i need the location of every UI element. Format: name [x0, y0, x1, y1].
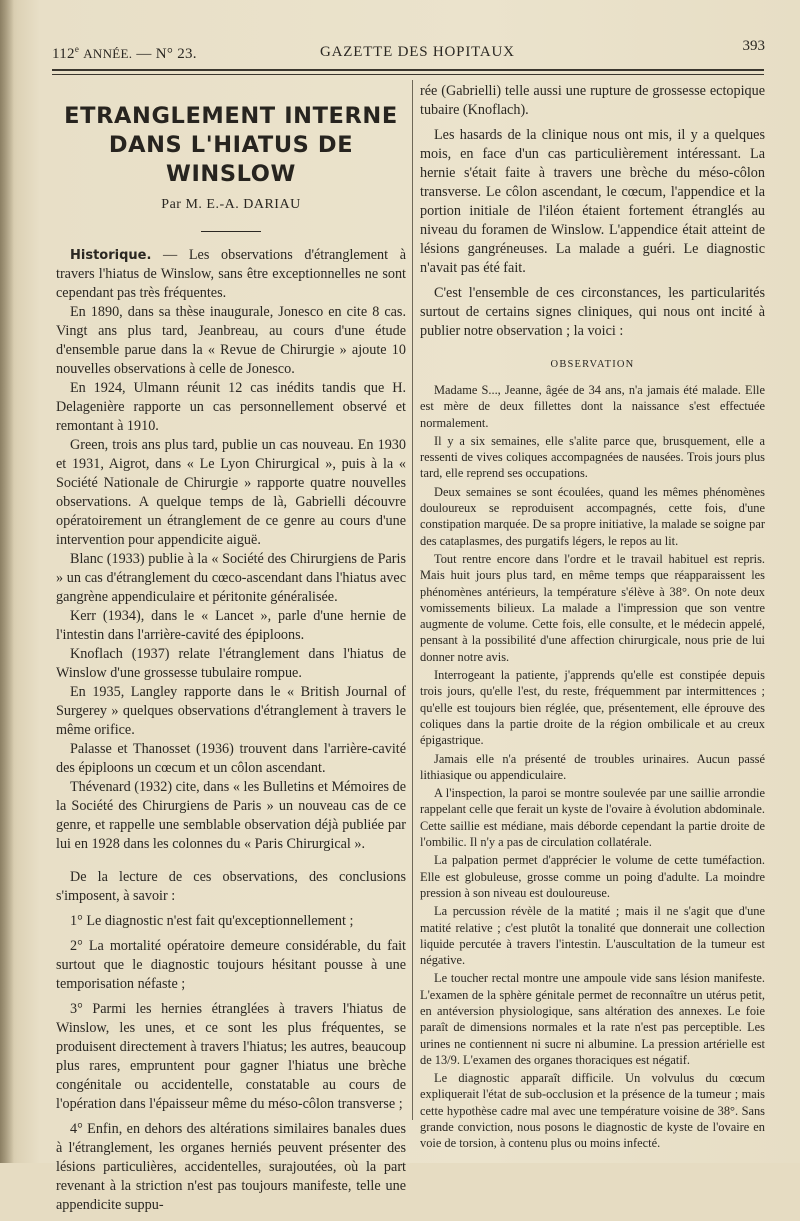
section-lead: Historique. [70, 248, 152, 263]
observation-paragraph: Le toucher rectal montre une ampoule vide sans lésion manifeste. L'examen de la sphère génitale permet de reconnaître un utérus petit, en antéversion physiologique, sans altération des annexes. Le foie paraît de dimensions normales et la rate n'est pas perceptible. Les urines ne contiennent ni sucre ni albumine. La pression artérielle est de 13/9. L'examen des organes thoraciques est négatif. [420, 971, 765, 1067]
history-paragraph [56, 683, 406, 740]
history-paragraph [56, 778, 406, 854]
conclusion-item: 1° Le diagnostic n'est fait qu'exceptionnellement ; [70, 913, 354, 929]
conclusion-item: 4° Enfin, en dehors des altérations similaires banales dues à l'étranglement, les organes herniés peuvent présenter des lésions particulières, accidentelles, surajoutées, où la part revenant à la striction n'est pas toujours manifeste, telle une appendicite suppu- [56, 1121, 406, 1213]
observation-paragraph: Le diagnostic apparaît difficile. Un volvulus du cœcum expliquerait l'état de sub-occlusion et la présence de la tumeur ; mais cette hypothèse cadre mal avec une température voisine de 38°. Sans grande conviction, nous posons le diagnostic de kyste de l'ovaire en voie de torsion, à contenu plus ou moins infecté. [420, 1071, 765, 1151]
paragraph-text: En 1890, dans sa thèse inaugurale, Jonesco en cite 8 cas. Vingt ans plus tard, Jeanbreau, au cours d'une étude d'ensemble parue dans la « Revue de Chirurgie » ajoute 10 nouvelles observations à celle de Jonesco. [56, 304, 406, 377]
conclusions-intro: De la lecture de ces observations, des conclusions s'imposent, à savoir : [56, 869, 406, 904]
observation-paragraph: Interrogeant la patiente, j'apprends qu'elle est constipée depuis trois jours, qu'elle l'est, du reste, fréquemment par intermittences ; qu'elle est toujours bien réglée, que, présentement, elle éprouve des coliques dans la partie droite de la région ombilicale et au creux épigastrique. [420, 668, 765, 748]
observation-paragraph: La palpation permet d'apprécier le volume de cette tuméfaction. Elle est globuleuse, grosse comme un poing d'adulte. La moindre pression à son niveau est douloureuse. [420, 853, 765, 900]
history-section [56, 246, 406, 854]
paragraph-text: Green, trois ans plus tard, publie un cas nouveau. En 1930 et 1931, Aigrot, dans « Le Lyon Chirurgical », puis à la « Société Nationale de Chirurgie » rapporte quatre nouvelles observations. A quelque temps de là, Gabrielli découvre opératoirement un étranglement de ce genre au cours d'une intervention pour appendicite aiguë. [56, 437, 406, 548]
paragraph-text: En 1924, Ulmann réunit 12 cas inédits tandis que H. Delagenière rapporte un cas personnellement observé et remontant à 1910. [56, 380, 406, 434]
column-divider [412, 80, 413, 1120]
article-title: ETRANGLEMENT INTERNE DANS L'HIATUS DE WINSLOW [64, 103, 398, 187]
observation-paragraph: Deux semaines se sont écoulées, quand les mêmes phénomènes douloureux se reproduisent accompagnés, cette fois, d'une constipation marquée. De sa propre initiative, la malade se soigne par des cataplasmes, des purgatifs légers, le repos au lit. [420, 484, 765, 548]
intro-paragraph: rée (Gabrielli) telle aussi une rupture de grossesse ectopique tubaire (Knoflach). [420, 83, 765, 118]
observation-paragraph: Il y a six semaines, elle s'alite parce que, brusquement, elle a ressenti de vives coliques accompagnées de nausées. Trois jours plus tard, elle reprend ses occupations. [420, 433, 765, 481]
paragraph-text: Knoflach (1937) relate l'étranglement dans l'hiatus de Winslow d'une grossesse tubulaire rompue. [56, 646, 406, 681]
history-paragraph [56, 303, 406, 379]
observation-paragraph: La percussion révèle de la matité ; mais il ne s'agit que d'une matité relative ; c'est plutôt la tonalité que donnerait une collection liquide percutée à travers l'intestin. L'auscultation de la tumeur est négative. [420, 904, 765, 968]
history-paragraph [56, 379, 406, 436]
observation-paragraph: A l'inspection, la paroi se montre soulevée par une saillie arrondie rappelant celle que ferait un kyste de l'ovaire à évolution abdominale. Cette saillie est médiane, mais déborde cependant la partie droite de l'ombilic. Il n'y a pas de circulation collatérale. [420, 786, 765, 850]
intro-paragraph: C'est l'ensemble de ces circonstances, les particularités surtout de certains signes cliniques, qui nous ont incité à publier notre observation ; la voici : [420, 285, 765, 339]
paragraph-text: Thévenard (1932) cite, dans « les Bulletins et Mémoires de la Société des Chirurgiens de Paris » un nouveau cas de ce genre, et rappelle une semblable observation déjà publiée par lui en 1928 dans les colonnes du « Paris Chirurgical ». [56, 779, 406, 852]
observation-section [420, 382, 765, 1152]
paragraph-text: Blanc (1933) publie à la « Société des Chirurgiens de Paris » un cas d'étranglement du cœco-ascendant dans l'hiatus avec gangrène appendiculaire et péritonite généralisée. [56, 551, 406, 605]
right-intro [420, 82, 765, 341]
history-paragraph [56, 607, 406, 645]
history-paragraph [56, 645, 406, 683]
section-heading: OBSERVATION [550, 359, 635, 370]
observation-paragraph: Madame S..., Jeanne, âgée de 34 ans, n'a jamais été malade. Elle est mère de deux fillettes dont la naissance s'est effectuée normalement. [420, 383, 765, 430]
conclusion-item: 2° La mortalité opératoire demeure considérable, du fait surtout que le diagnostic toujours hésitant pousse à une temporisation néfaste ; [56, 938, 406, 992]
conclusions-list [56, 912, 406, 1215]
history-paragraph [56, 246, 406, 303]
running-header [50, 38, 765, 66]
paragraph-text: Palasse et Thanosset (1936) trouvent dans l'arrière-cavité des épiploons un cœcum et un côlon ascendant. [56, 741, 406, 776]
conclusion-item: 3° Parmi les hernies étranglées à travers l'hiatus de Winslow, les unes, et ce sont les plus fréquentes, se produisent directement à travers l'hiatus; les autres, beaucoup plus rares, empruntent pour gagner l'hiatus une brèche congénitale ou accidentelle, constatable au cours de l'opération dans l'épaisseur même du méso-côlon transverse ; [56, 1001, 406, 1112]
history-paragraph [56, 550, 406, 607]
observation-paragraph: Tout rentre encore dans l'ordre et le travail habituel est repris. Mais huit jours plus tard, en même temps que réapparaissent les phénomènes antérieurs, la température s'élève à 38°. On note deux vomissements bilieux. La malade a l'impression que son ventre augmente de volume. Cette fois, elle consulte, et le médecin appelé, pensant à la possibilité d'une affection chirurgicale, nous prie de lui donner notre avis. [420, 551, 765, 664]
byline-rule [201, 231, 261, 232]
issue-info: 112e ANNÉE. — N° 23. [52, 44, 197, 62]
page-number: 393 [742, 38, 765, 54]
left-column [56, 82, 406, 1221]
paragraph-text: — Les observations d'étranglement à travers l'hiatus de Winslow, sans être exceptionnelles ne sont cependant pas très fréquentes. [56, 247, 406, 301]
header-rule-thick [52, 69, 764, 71]
paragraph-text: Kerr (1934), dans le « Lancet », parle d'une hernie de l'intestin dans l'arrière-cavité des épiploons. [56, 608, 406, 643]
byline: Par M. E.-A. DARIAU [161, 197, 301, 212]
history-paragraph [56, 740, 406, 778]
journal-name: GAZETTE DES HOPITAUX [320, 44, 515, 60]
history-paragraph [56, 436, 406, 550]
paragraph-text: En 1935, Langley rapporte dans le « British Journal of Surgerey » quelques observations d'étranglement à travers le même orifice. [56, 684, 406, 738]
spine-shadow [0, 0, 14, 1163]
observation-paragraph: Jamais elle n'a présenté de troubles urinaires. Aucun passé lithiasique ou appendiculaire. [420, 751, 765, 782]
intro-paragraph: Les hasards de la clinique nous ont mis, il y a quelques mois, en face d'un cas particulièrement intéressant. La hernie s'était faite à travers une brèche du méso-côlon transverse. Le côlon ascendant, le cœcum, l'appendice et la portion initiale de l'iléon étaient fortement étranglés au niveau du foramen de Winslow. L'appendice était atteint de lésions gangréneuses. La malade a guéri. Le diagnostic n'avait pas été fait. [420, 127, 765, 276]
header-rule-thin [52, 74, 764, 75]
right-column [420, 82, 765, 1154]
